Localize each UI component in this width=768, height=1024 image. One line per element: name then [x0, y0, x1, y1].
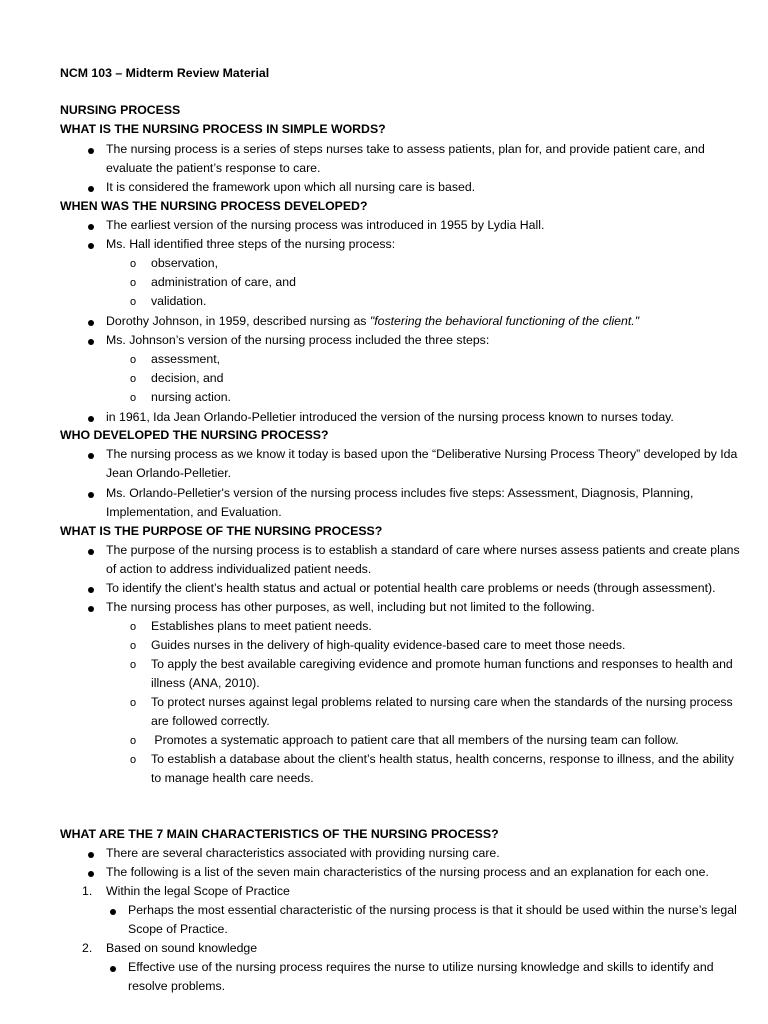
sub-bullet-icon: o	[130, 373, 137, 385]
list-item: The nursing process has other purposes, as well, including but not limited to the following.	[106, 600, 595, 614]
sub-list-item: decision, and	[151, 371, 224, 385]
list-item: To identify the client’s health status and actual or potential health care problems or needs (through assessment).	[106, 581, 716, 595]
list-item	[106, 312, 639, 331]
list-item: Ms. Johnson’s version of the nursing process included the three steps:	[106, 333, 490, 347]
bullet-icon	[110, 966, 116, 972]
bullet-icon	[88, 339, 94, 345]
numbered-item: Within the legal Scope of Practice	[106, 884, 290, 898]
sub-list-item: Promotes a systematic approach to patient care that all members of the nursing team can follow.	[151, 733, 679, 747]
list-item-continuation: Jean Orlando-Pelletier.	[106, 466, 232, 480]
list-item: Perhaps the most essential characteristic of the nursing process is that it should be used within the nurse’s legal	[128, 903, 737, 917]
heading-simple-words: WHAT IS THE NURSING PROCESS IN SIMPLE WORDS?	[60, 122, 386, 136]
document-title: NCM 103 – Midterm Review Material	[60, 66, 270, 80]
bullet-icon	[88, 606, 94, 612]
sub-list-item: nursing action.	[151, 390, 231, 404]
quote-text: "fostering the behavioral functioning of the client."	[369, 314, 640, 328]
bullet-icon	[88, 453, 94, 459]
bullet-icon	[88, 549, 94, 555]
bullet-icon	[88, 587, 94, 593]
sub-bullet-icon: o	[130, 697, 137, 709]
list-item: The nursing process as we know it today is based upon the “Deliberative Nursing Process Theory” developed by Ida	[106, 447, 738, 461]
sub-list-item: administration of care, and	[151, 275, 296, 289]
list-item-continuation: Implementation, and Evaluation.	[106, 505, 282, 519]
sub-list-item: validation.	[151, 294, 207, 308]
sub-list-item: To protect nurses against legal problems related to nursing care when the standards of the nursing process	[151, 695, 733, 709]
bullet-icon	[88, 148, 94, 154]
sub-list-item-continuation: illness (ANA, 2010).	[151, 676, 260, 690]
sub-bullet-icon: o	[130, 296, 137, 308]
list-item-continuation: Scope of Practice.	[128, 922, 228, 936]
numbered-item: Based on sound knowledge	[106, 941, 258, 955]
sub-bullet-icon: o	[130, 754, 137, 766]
sub-list-item: To establish a database about the client’s health status, health concerns, response to illness, and the ability	[151, 752, 734, 766]
section-heading: NURSING PROCESS	[60, 103, 181, 117]
list-item: The purpose of the nursing process is to establish a standard of care where nurses assess patients and create plans	[106, 543, 740, 557]
bullet-icon	[88, 320, 94, 326]
list-item: The following is a list of the seven main characteristics of the nursing process and an explanation for each one.	[106, 865, 709, 879]
sub-list-item: observation,	[151, 256, 218, 270]
heading-developed: WHEN WAS THE NURSING PROCESS DEVELOPED?	[60, 199, 368, 213]
list-number: 1.	[82, 884, 93, 898]
list-item: The nursing process is a series of steps nurses take to assess patients, plan for, and provide patient care, and	[106, 142, 705, 156]
list-item-text: Dorothy Johnson, in 1959, described nursing as	[106, 314, 370, 328]
sub-bullet-icon: o	[130, 621, 137, 633]
sub-bullet-icon: o	[130, 258, 137, 270]
sub-list-item-continuation: to manage health care needs.	[151, 771, 314, 785]
sub-bullet-icon: o	[130, 277, 137, 289]
heading-purpose: WHAT IS THE PURPOSE OF THE NURSING PROCESS?	[60, 524, 383, 538]
list-item: Effective use of the nursing process requires the nurse to utilize nursing knowledge and skills to identify and	[128, 960, 714, 974]
bullet-icon	[88, 852, 94, 858]
list-item: Ms. Hall identified three steps of the nursing process:	[106, 237, 396, 251]
bullet-icon	[88, 416, 94, 422]
list-item: Ms. Orlando-Pelletier's version of the nursing process includes five steps: Assessment, Diagnosis, Planning,	[106, 486, 694, 500]
sub-list-item: To apply the best available caregiving evidence and promote human functions and responses to health and	[151, 657, 733, 671]
sub-bullet-icon: o	[130, 659, 137, 671]
bullet-icon	[88, 186, 94, 192]
sub-bullet-icon: o	[130, 354, 137, 366]
bullet-icon	[110, 909, 116, 915]
list-item-continuation: of action to address individualized patient needs.	[106, 562, 372, 576]
sub-bullet-icon: o	[130, 640, 137, 652]
list-item: in 1961, Ida Jean Orlando-Pelletier introduced the version of the nursing process known to nurses today.	[106, 410, 674, 424]
heading-who: WHO DEVELOPED THE NURSING PROCESS?	[60, 428, 329, 442]
sub-bullet-icon: o	[130, 392, 137, 404]
sub-bullet-icon: o	[130, 735, 137, 747]
sub-list-item-continuation: are followed correctly.	[151, 714, 270, 728]
sub-list-item: Guides nurses in the delivery of high-quality evidence-based care to meet those needs.	[151, 638, 626, 652]
bullet-icon	[88, 871, 94, 877]
bullet-icon	[88, 492, 94, 498]
list-item: There are several characteristics associated with providing nursing care.	[106, 846, 500, 860]
list-item-continuation: evaluate the patient’s response to care.	[106, 161, 321, 175]
list-item: The earliest version of the nursing process was introduced in 1955 by Lydia Hall.	[106, 218, 545, 232]
bullet-icon	[88, 224, 94, 230]
heading-characteristics: WHAT ARE THE 7 MAIN CHARACTERISTICS OF THE NURSING PROCESS?	[60, 827, 499, 841]
list-number: 2.	[82, 941, 93, 955]
list-item: It is considered the framework upon which all nursing care is based.	[106, 180, 476, 194]
sub-list-item: Establishes plans to meet patient needs.	[151, 619, 372, 633]
list-item-continuation: resolve problems.	[128, 979, 226, 993]
bullet-icon	[88, 243, 94, 249]
sub-list-item: assessment,	[151, 352, 221, 366]
